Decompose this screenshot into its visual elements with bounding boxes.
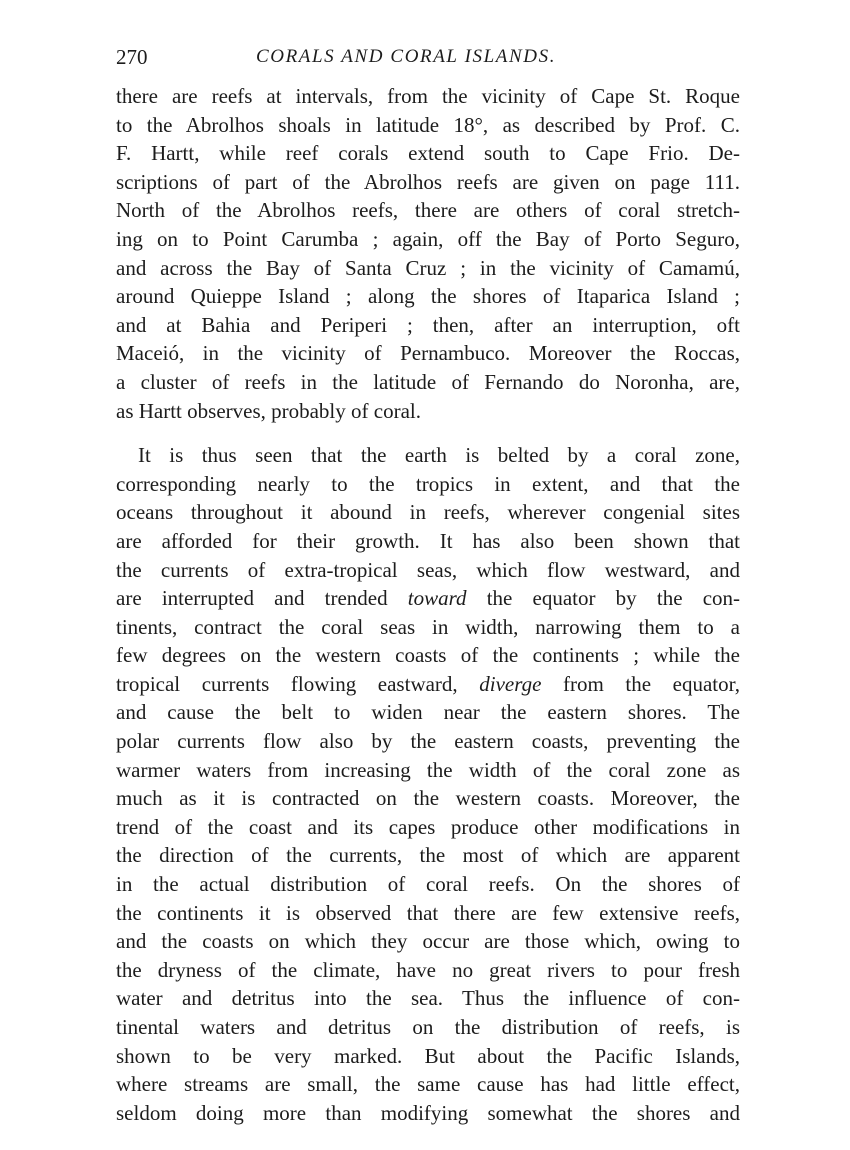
- text-line: scriptions of part of the Abrolhos reefs are given on page 111.: [116, 169, 740, 194]
- text-line: It is thus seen that the earth is belted by a coral zone,: [138, 443, 740, 468]
- text-line: F. Hartt, while reef corals extend south to Cape Frio. De-: [116, 141, 740, 166]
- text-line: and the coasts on which they occur are those which, owing to: [116, 929, 740, 954]
- text-line: the currents of extra-tropical seas, which flow westward, and: [116, 557, 740, 582]
- text-line: and across the Bay of Santa Cruz ; in the vicinity of Camamú,: [116, 255, 740, 280]
- text-run: the equator by the con-: [466, 586, 741, 611]
- text-line: to the Abrolhos shoals in latitude 18°, as described by Prof. C.: [116, 112, 740, 137]
- text-line: are afforded for their growth. It has also been shown that: [116, 528, 740, 553]
- text-line: polar currents flow also by the eastern coasts, preventing the: [116, 729, 740, 754]
- text-line: trend of the coast and its capes produce other modifications in: [116, 814, 740, 839]
- running-head: [116, 42, 736, 72]
- running-title: CORALS AND CORAL ISLANDS.: [256, 46, 557, 67]
- text-line: much as it is contracted on the western coasts. Moreover, the: [116, 786, 740, 811]
- text-line: tinents, contract the coral seas in width, narrowing them to a: [116, 614, 740, 639]
- italic-word: toward: [407, 586, 467, 611]
- text-line: North of the Abrolhos reefs, there are others of coral stretch-: [116, 198, 740, 223]
- body-text: [116, 82, 740, 1127]
- text-run: tropical currents flowing eastward,: [116, 671, 480, 696]
- text-line-with-italic: [116, 670, 740, 699]
- text-line: tinental waters and detritus on the distribution of reefs, is: [116, 1015, 740, 1039]
- text-line: seldom doing more than modifying somewhat the shores and: [116, 1100, 740, 1125]
- text-line: the direction of the currents, the most of which are apparent: [116, 843, 740, 868]
- text-line: the dryness of the climate, have no great rivers to pour fresh: [116, 957, 740, 982]
- text-line: the continents it is observed that there are few extensive reefs,: [116, 900, 740, 925]
- text-line: where streams are small, the same cause has had little effect,: [116, 1072, 740, 1097]
- text-line: oceans throughout it abound in reefs, wherever congenial sites: [116, 500, 740, 525]
- italic-word: diverge: [479, 671, 542, 696]
- page-number: 270: [116, 45, 148, 69]
- text-line: as Hartt observes, probably of coral.: [116, 398, 421, 423]
- text-line: and at Bahia and Periperi ; then, after an interruption, oft: [116, 312, 740, 337]
- text-line: ing on to Point Carumba ; again, off the Bay of Porto Seguro,: [116, 226, 740, 251]
- text-line: shown to be very marked. But about the Pacific Islands,: [116, 1043, 740, 1068]
- text-run: from the equator,: [541, 671, 741, 696]
- text-line: water and detritus into the sea. Thus the influence of con-: [116, 986, 740, 1011]
- text-line: in the actual distribution of coral reefs. On the shores of: [116, 872, 740, 897]
- text-line: there are reefs at intervals, from the vicinity of Cape St. Roque: [116, 84, 740, 108]
- text-line: corresponding nearly to the tropics in extent, and that the: [116, 471, 740, 496]
- text-line: Maceió, in the vicinity of Pernambuco. Moreover the Roccas,: [116, 341, 740, 366]
- text-run: are interrupted and trended: [116, 586, 408, 611]
- text-line: warmer waters from increasing the width of the coral zone as: [116, 757, 740, 782]
- text-line: and cause the belt to widen near the eastern shores. The: [116, 700, 740, 725]
- paragraph-1: [116, 82, 740, 425]
- text-line-with-italic: [116, 584, 740, 613]
- text-line: around Quieppe Island ; along the shores of Itaparica Island ;: [116, 284, 740, 309]
- text-line: a cluster of reefs in the latitude of Fernando do Noronha, are,: [116, 369, 740, 394]
- text-line: few degrees on the western coasts of the continents ; while the: [116, 643, 740, 668]
- paragraph-2: [116, 441, 740, 1127]
